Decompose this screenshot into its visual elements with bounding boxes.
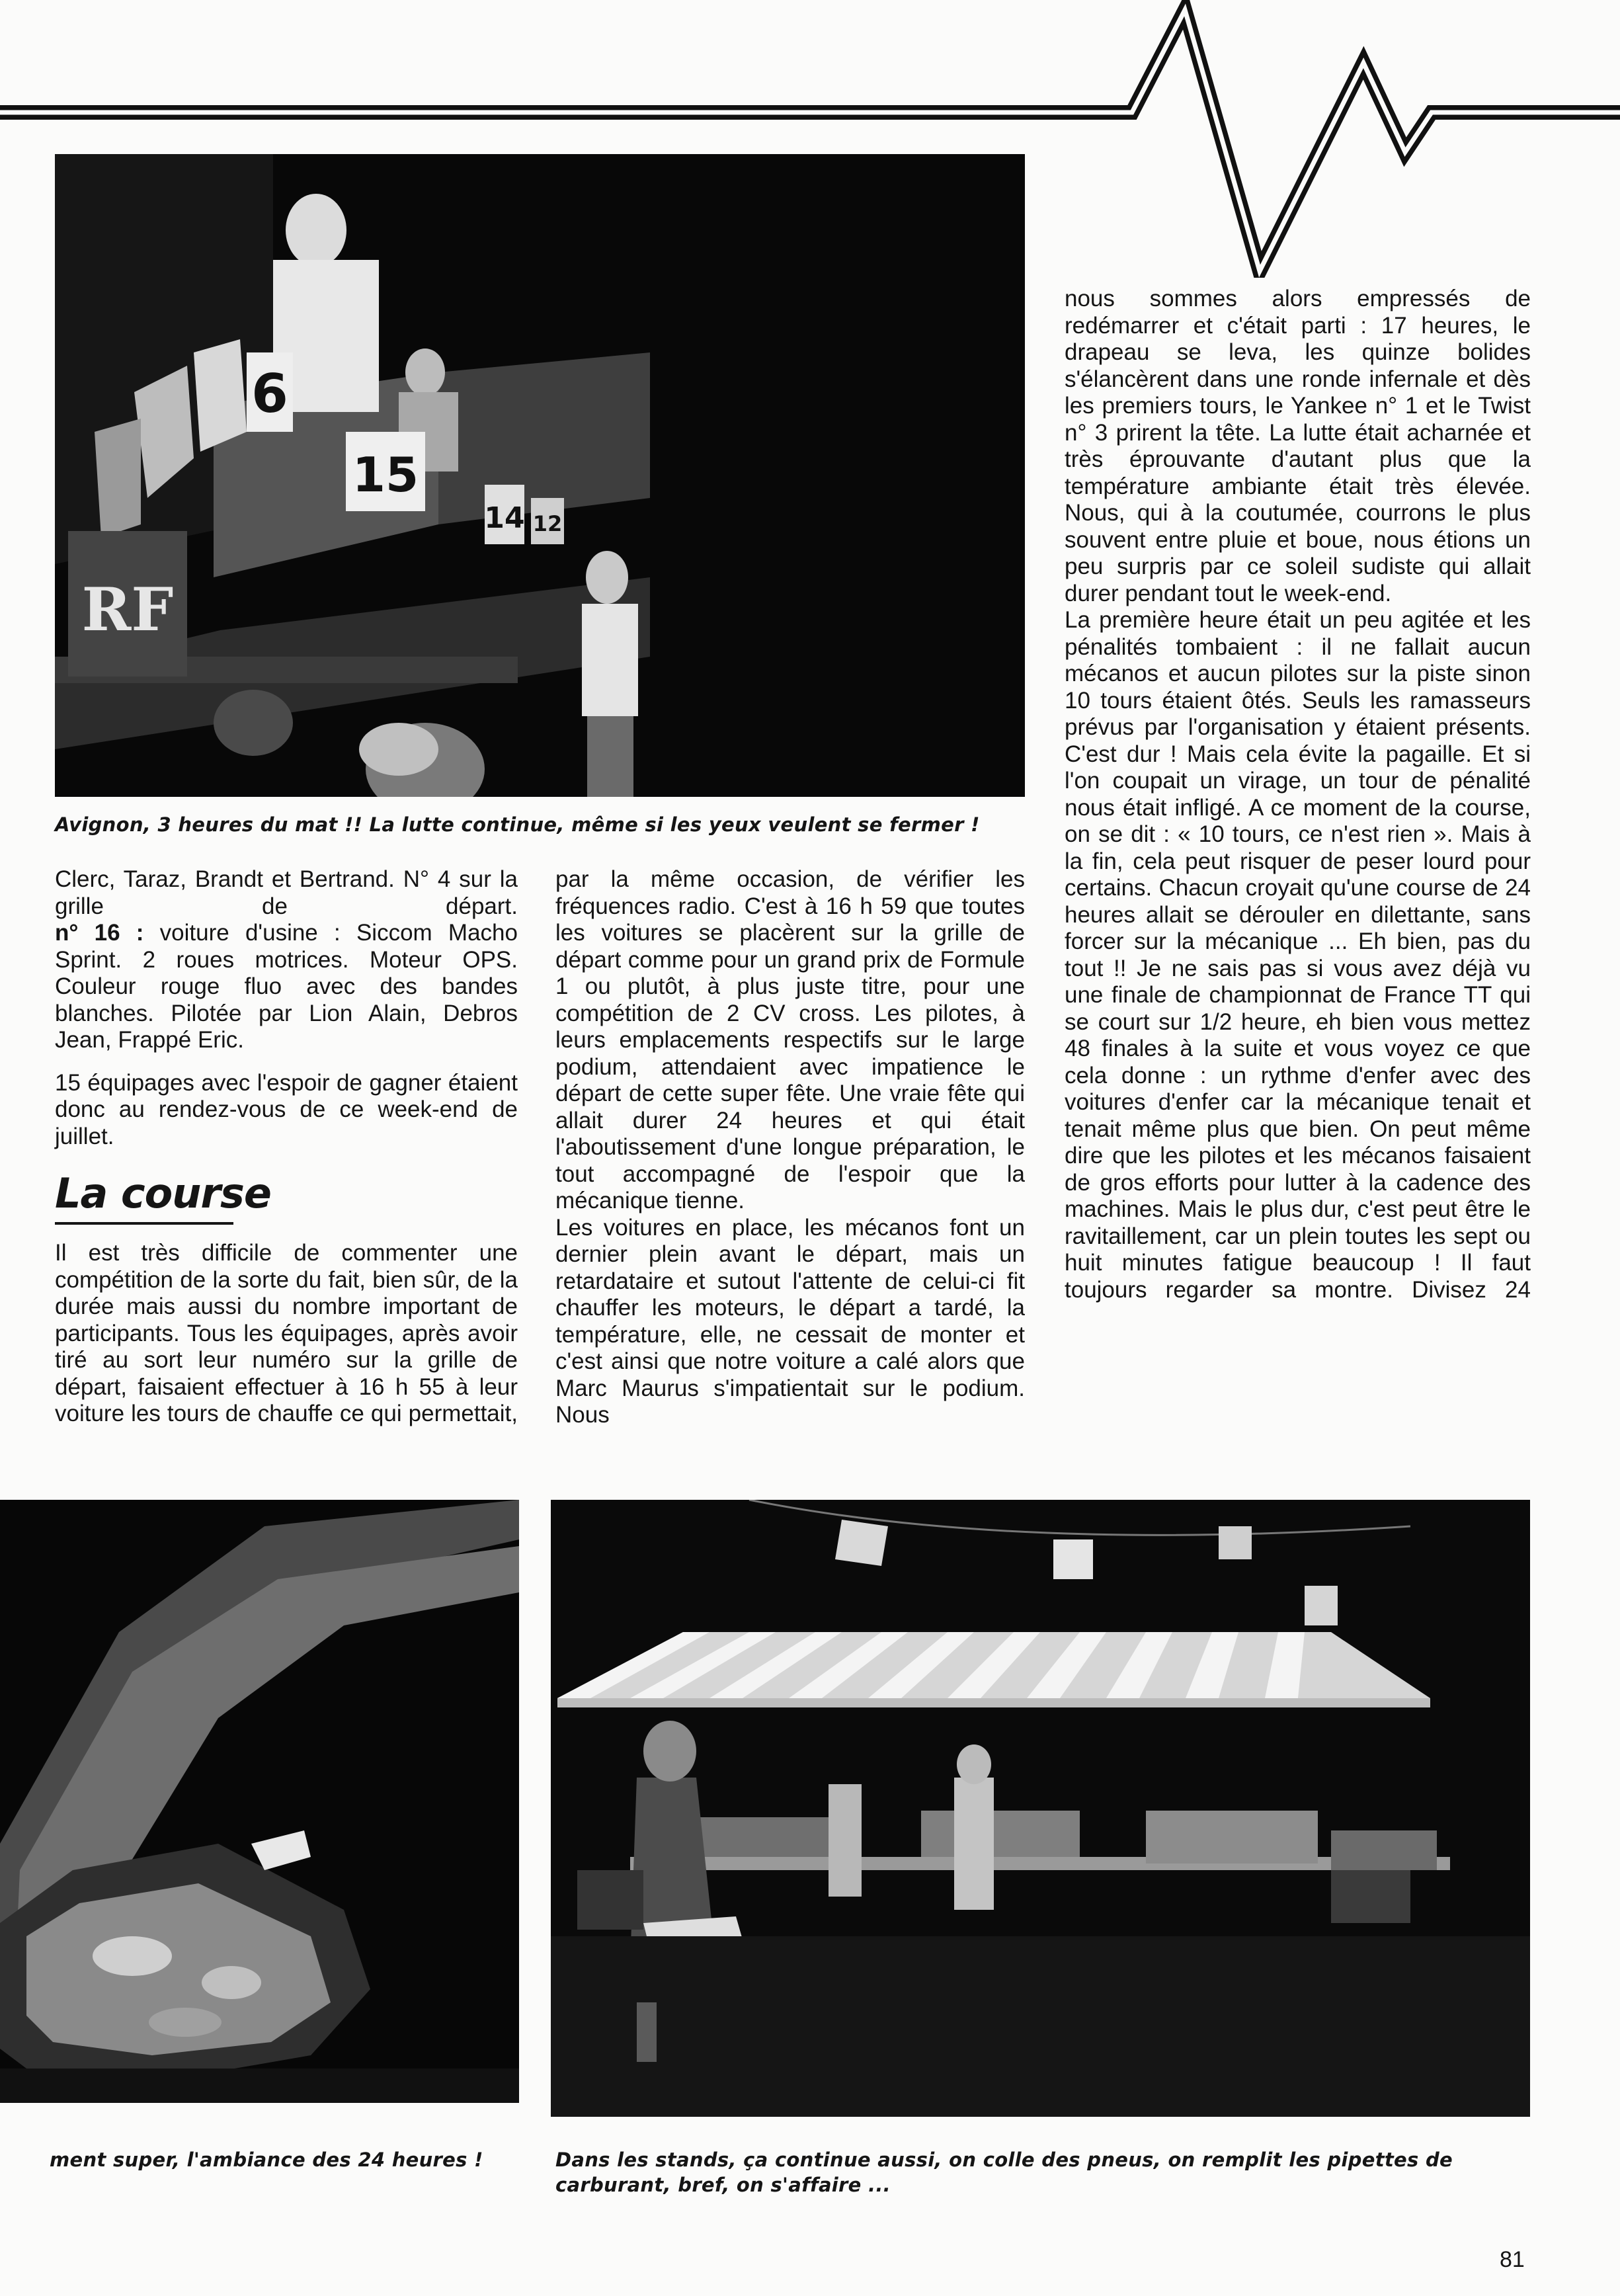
paragraph: Il est très difficile de commenter une compétition de la sorte du fait, bien sûr, de la durée mais aussi du nombre important de participants. Tous les équipages, après avoir tiré au sort leur numéro sur la grille de départ, faisaient effectuer à 16 h 55 à leur voiture les tours de chauffe ce qui permettait, [55, 1240, 518, 1426]
podium-photo-caption: Avignon, 3 heures du mat !! La lutte continue, même si les yeux veulent se fermer ! [55, 813, 980, 836]
section-heading-underline [55, 1222, 233, 1225]
podium-photo [55, 154, 1025, 797]
pit-stands-photo [551, 1500, 1530, 2117]
podium-sign: 6 [251, 363, 288, 425]
paragraph: Clerc, Taraz, Brandt et Bertrand. N° 4 sur la grille de départ. [55, 866, 518, 919]
paragraph: nous sommes alors empressés de redémarrer et c'était parti : 17 heures, le drapeau se leva, les quinze bolides s'élancèrent dans une ronde infernale et dès les premiers tours, le Yankee n° 1 et le Twist n° 3 prirent la tête. La lutte était acharnée et très éprouvante d'autant plus que la température ambiante était très élevée. Nous, qui à la coutumée, courrons le plus souvent entre pluie et boue, nous étions un peu surpris par ce soleil sudiste qui allait durer pendant tout le week-end. [1065, 286, 1531, 606]
middle-column [555, 866, 1025, 1429]
podium-sign: 15 [352, 447, 419, 503]
hay-bale-photo-caption: ment super, l'ambiance des 24 heures ! [50, 2149, 483, 2171]
section-heading: La course [55, 1169, 271, 1217]
paragraph: par la même occasion, de vérifier les fréquences radio. C'est à 16 h 59 que toutes les voitures se placèrent sur la grille de départ comme pour un grand prix de Formule 1 ou plutôt, à plus juste titre, pour une compétition de 2 CV cross. Les pilotes, à leurs emplacements respectifs sur le large podium, attendaient avec impatience le départ de cette super fête. Une vraie fête qui allait durer 24 heures et qui était l'aboutissement d'une longue préparation, le tout accompagné de l'espoir que la mécanique tienne. [555, 866, 1025, 1213]
pit-stands-photo-caption: Dans les stands, ça continue aussi, on colle des pneus, on remplit les pipettes de carburant, bref, on s'affaire ... [555, 2149, 1453, 2196]
entry-label: n° 16 : [55, 920, 144, 946]
podium-sign: 14 [484, 501, 525, 535]
page-number: 81 [1500, 2247, 1525, 2272]
hay-bale-photo [0, 1500, 519, 2103]
paragraph: 15 équipages avec l'espoir de gagner étaient donc au rendez-vous de ce week-end de juillet. [55, 1069, 518, 1149]
paragraph: La première heure était un peu agitée et les pénalités tombaient : il ne fallait aucun mécanos et aucun pilotes sur la piste sinon 10 tours étaient ôtés. Seuls les ramasseurs prévus par l'organisation y étaient présents. C'est dur ! Mais cela évite la pagaille. Et si l'on coupait un virage, un tour de pénalité nous était infligé. A ce moment de la course, on se dit : « 10 tours, ce n'est rien ». Mais à la fin, cela peut risquer de peser lourd pour certains. Chacun croyait qu'une course de 24 heures allait se dérouler en dilettante, sans forcer sur la mécanique ... Eh bien, pas du tout !! Je ne sais pas si vous avez déjà vu une finale de championnat de France TT qui se court sur 1/2 heure, eh bien vous mettez 48 finales à la suite et vous voyez ce que cela donne : un rythme d'enfer avec des voitures d'enfer car la mécanique tenait et tenait même plus que bien. On peut même dire que les pilotes et les mécanos faisaient de gros efforts pour lutter à la cadence des machines. Mais le plus dur, c'est peut être le ravitaillement, car un plein toutes les sept ou huit minutes fatigue beaucoup ! Il faut toujours regarder sa montre. Divisez 24 [1065, 607, 1531, 1303]
right-column [1065, 286, 1531, 1303]
left-column-section [55, 1240, 518, 1428]
podium-sign: 12 [532, 511, 563, 536]
left-column [55, 866, 518, 1150]
paragraph: Les voitures en place, les mécanos font un dernier plein avant le départ, mais un retardataire et sutout l'attente de celui-ci fit chauffer les moteurs, le départ a tardé, la température, elle, ne cessait de monter et c'est ainsi que notre voiture a calé alors que Marc Maurus s'impatientait sur le podium. Nous [555, 1214, 1025, 1428]
paragraph: n° 16 : voiture d'usine : Siccom Macho Sprint. 2 roues motrices. Moteur OPS. Couleur rouge fluo avec des bandes blanches. Pilotée par Lion Alain, Debros Jean, Frappé Eric. [55, 920, 518, 1053]
rf-plate: RF [81, 575, 174, 645]
